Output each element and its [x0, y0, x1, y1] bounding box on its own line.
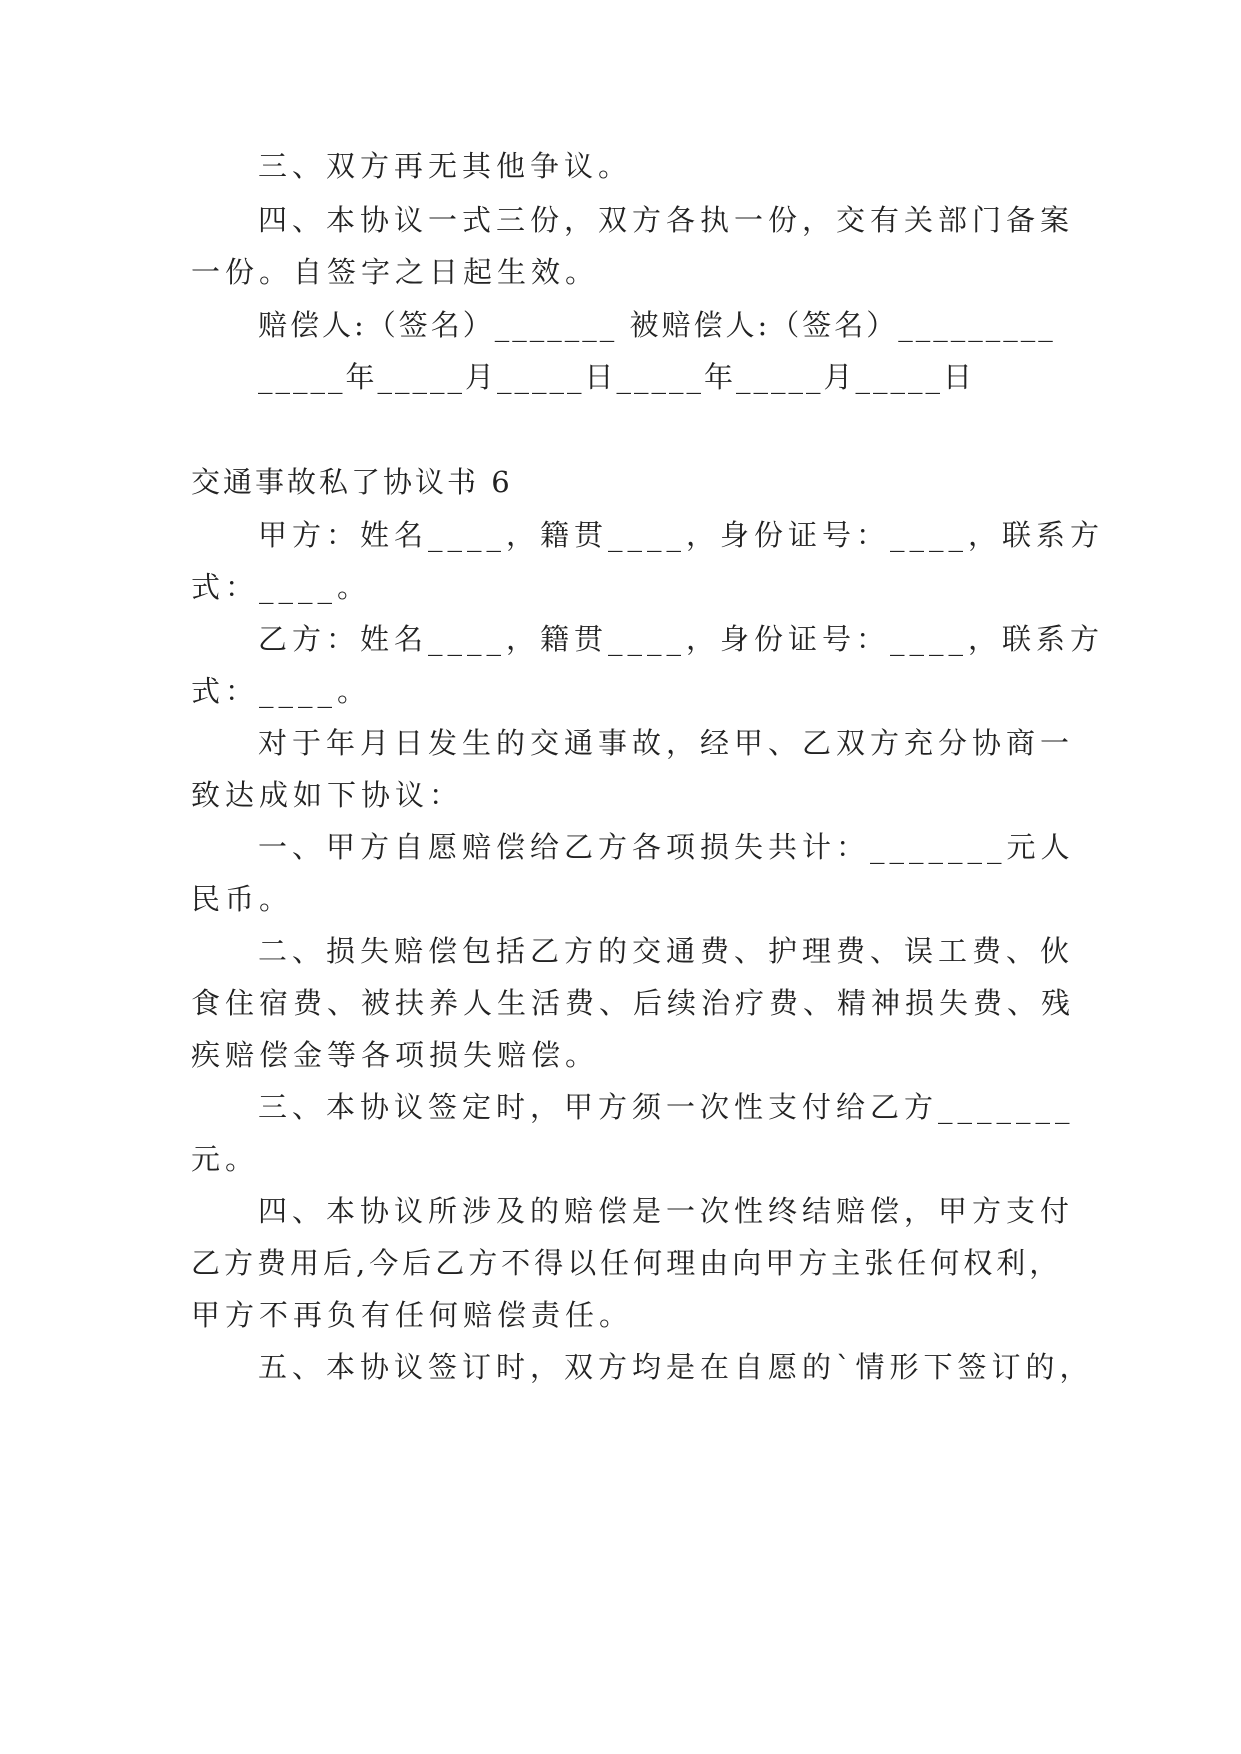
clause-3-payment-text: 三、本协议签定时，甲方须一次性支付给乙方_______	[258, 1090, 1075, 1124]
clause-4-final-text: 四、本协议所涉及的赔偿是一次性终结赔偿，甲方支付	[258, 1194, 1075, 1228]
date-line: _____年_____月_____日_____年_____月_____日	[258, 360, 976, 394]
signature-line: 赔偿人:（签名）_______ 被赔偿人:（签名）_________	[258, 308, 1056, 342]
clause-1-text: 一、甲方自愿赔偿给乙方各项损失共计：_______元人	[258, 830, 1075, 864]
party-a-line: 甲方：姓名____，籍贯____，身份证号：____，联系方	[258, 518, 1105, 552]
clause-4-text-cont: 一份。自签字之日起生效。	[191, 255, 600, 289]
clause-4-final-text-cont2: 甲方不再负有任何赔偿责任。	[191, 1298, 634, 1332]
party-a-line-cont: 式：____。	[191, 570, 372, 604]
clause-4-text: 四、本协议一式三份，双方各执一份，交有关部门备案	[258, 203, 1075, 237]
clause-4-final-text-cont: 乙方费用后,今后乙方不得以任何理由向甲方主张任何权利，	[191, 1246, 1063, 1280]
intro-text-cont: 致达成如下协议：	[191, 778, 464, 812]
party-b-line: 乙方：姓名____，籍贯____，身份证号：____，联系方	[258, 622, 1105, 656]
clause-5-text: 五、本协议签订时，双方均是在自愿的`情形下签订的，	[258, 1350, 1094, 1384]
clause-2-text-cont2: 疾赔偿金等各项损失赔偿。	[191, 1038, 600, 1072]
clause-3-payment-text-cont: 元。	[191, 1142, 260, 1176]
section-title: 交通事故私了协议书 6	[191, 465, 513, 499]
party-b-line-cont: 式：____。	[191, 674, 372, 708]
clause-1-text-cont: 民币。	[191, 882, 294, 916]
clause-2-text-cont: 食住宿费、被扶养人生活费、后续治疗费、精神损失费、残	[191, 986, 1076, 1020]
clause-3-text: 三、双方再无其他争议。	[258, 149, 633, 183]
intro-text: 对于年月日发生的交通事故，经甲、乙双方充分协商一	[258, 726, 1075, 760]
clause-2-text: 二、损失赔偿包括乙方的交通费、护理费、误工费、伙	[258, 934, 1075, 968]
